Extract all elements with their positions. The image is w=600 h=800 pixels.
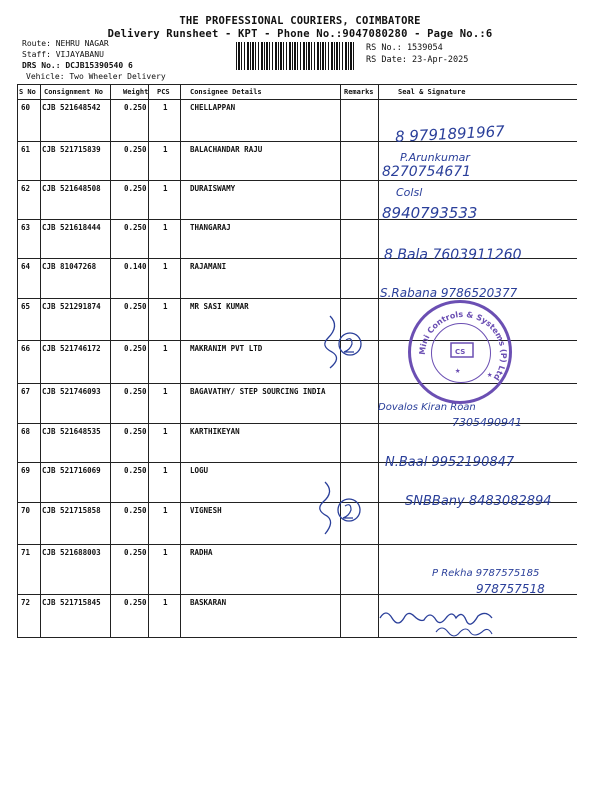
row-consignee: BALACHANDAR RAJU [190, 145, 263, 154]
row-consignee: MR SASI KUMAR [190, 302, 249, 311]
row-weight: 0.250 [124, 223, 147, 232]
row-consignee: KARTHIKEYAN [190, 427, 240, 436]
grid-column-line [17, 84, 18, 637]
row-weight: 0.250 [124, 598, 147, 607]
grid-column-line [378, 84, 379, 637]
row-consignee: BASKARAN [190, 598, 227, 607]
row-separator [17, 141, 577, 142]
row-consignee: LOGU [190, 466, 209, 475]
signature-72b [376, 604, 556, 641]
row-sno: 68 [21, 427, 31, 436]
row-sno: 61 [21, 145, 31, 154]
row-consignee: VIGNESH [190, 506, 222, 515]
signature-60: 8 9791891967 [394, 122, 506, 146]
col-sno-header: S No [19, 88, 36, 96]
table-header-line [17, 99, 577, 100]
runsheet-title: THE PROFESSIONAL COURIERS, COIMBATORE [179, 15, 421, 27]
barcode [236, 42, 354, 70]
row-consignee: DURAISWAMY [190, 184, 236, 193]
row-separator [17, 544, 577, 545]
row-sno: 72 [21, 598, 31, 607]
signature-70: SNBBany 8483082894 [405, 494, 552, 509]
row-pcs: 1 [163, 598, 168, 607]
row-pcs: 1 [163, 262, 168, 271]
row-sno: 62 [21, 184, 31, 193]
grid-column-line [148, 84, 149, 637]
signature-61b: 8270754671 [382, 164, 472, 180]
row-weight: 0.140 [124, 262, 147, 271]
row-weight: 0.250 [124, 387, 147, 396]
row-weight: 0.250 [124, 103, 147, 112]
rs-date: RS Date: 23-Apr-2025 [366, 55, 469, 65]
remark-mark-70 [315, 478, 375, 538]
row-consignment-no: CJB 521648535 [42, 427, 101, 436]
row-sno: 67 [21, 387, 31, 396]
row-separator [17, 180, 577, 181]
row-consignment-no: CJB 521618444 [42, 223, 101, 232]
row-consignment-no: CJB 521688003 [42, 548, 101, 557]
col-pcs-header: PCS [157, 88, 170, 96]
company-seal-stamp [408, 300, 512, 404]
route-label: Route: NEHRU NAGAR [22, 39, 109, 48]
rs-number: RS No.: 1539054 [366, 43, 443, 53]
table-top-line [17, 84, 577, 85]
signature-72a: P Rekha 9787575185 [432, 568, 540, 579]
row-pcs: 1 [163, 145, 168, 154]
row-pcs: 1 [163, 506, 168, 515]
row-consignment-no: CJB 521715839 [42, 145, 101, 154]
vehicle-label: Vehicle: Two Wheeler Delivery [26, 72, 166, 81]
seal-arc-text: Mini Controls & Systems (P) Ltd [417, 309, 509, 383]
row-consignment-no: CJB 521648542 [42, 103, 101, 112]
row-consignee: RAJAMANI [190, 262, 227, 271]
row-sno: 70 [21, 506, 31, 515]
svg-text:★: ★ [487, 370, 493, 380]
row-weight: 0.250 [124, 427, 147, 436]
row-consignment-no: CJB 81047268 [42, 262, 97, 271]
row-pcs: 1 [163, 223, 168, 232]
row-pcs: 1 [163, 184, 168, 193]
remark-mark-66 [312, 312, 372, 372]
row-weight: 0.250 [124, 184, 147, 193]
drs-label: DRS No.: DCJB15390540 6 [22, 61, 133, 70]
signature-63: 8 Bala 7603911260 [384, 247, 522, 263]
signature-68: N.Baal 9952190847 [385, 455, 515, 470]
staff-label: Staff: VIJAYABANU [22, 50, 104, 59]
svg-text:CS: CS [455, 348, 466, 356]
grid-column-line [110, 84, 111, 637]
grid-column-line [180, 84, 181, 637]
row-sno: 69 [21, 466, 31, 475]
col-weight-header: Weight [123, 88, 149, 96]
col-seal-header: Seal & Signature [398, 88, 466, 96]
signature-67b: 7305490941 [452, 416, 522, 429]
tamil-signature-drawing [376, 604, 556, 638]
row-sno: 63 [21, 223, 31, 232]
row-consignment-no: CJB 521715858 [42, 506, 101, 515]
row-consignee: CHELLAPPAN [190, 103, 236, 112]
row-weight: 0.250 [124, 145, 147, 154]
row-sno: 65 [21, 302, 31, 311]
row-sno: 60 [21, 103, 31, 112]
row-pcs: 1 [163, 344, 168, 353]
row-pcs: 1 [163, 548, 168, 557]
runsheet-subtitle: Delivery Runsheet - KPT - Phone No.:9047080280 - Page No.:6 [107, 28, 493, 40]
signature-72-number: 978757518 [476, 582, 545, 596]
row-sno: 66 [21, 344, 31, 353]
seal-text [411, 303, 515, 407]
row-pcs: 1 [163, 387, 168, 396]
row-consignment-no: CJB 521291874 [42, 302, 101, 311]
row-consignment-no: CJB 521746172 [42, 344, 101, 353]
signature-61a: P.Arunkumar [400, 151, 470, 164]
signature-67a: Dovalos Kiran Roan [378, 402, 476, 413]
row-consignment-no: CJB 521716069 [42, 466, 101, 475]
row-weight: 0.250 [124, 506, 147, 515]
svg-text:★: ★ [455, 366, 461, 376]
row-sno: 64 [21, 262, 31, 271]
row-weight: 0.250 [124, 302, 147, 311]
row-consignment-no: CJB 521648508 [42, 184, 101, 193]
col-consignee-header: Consignee Details [190, 88, 262, 96]
row-pcs: 1 [163, 427, 168, 436]
col-remarks-header: Remarks [344, 88, 374, 96]
row-consignee: MAKRANIM PVT LTD [190, 344, 263, 353]
signature-62a: Colsl [396, 186, 423, 199]
row-consignment-no: CJB 521715845 [42, 598, 101, 607]
col-consignment-header: Consignment No [44, 88, 104, 96]
row-pcs: 1 [163, 103, 168, 112]
row-weight: 0.250 [124, 344, 147, 353]
row-consignee: BAGAVATHY/ STEP SOURCING INDIA [190, 387, 326, 396]
row-consignment-no: CJB 521746093 [42, 387, 101, 396]
row-consignee: THANGARAJ [190, 223, 231, 232]
signature-62b: 8940793533 [382, 204, 478, 222]
row-pcs: 1 [163, 466, 168, 475]
row-separator [17, 219, 577, 220]
row-pcs: 1 [163, 302, 168, 311]
row-sno: 71 [21, 548, 31, 557]
row-weight: 0.250 [124, 466, 147, 475]
signature-72-number-row [476, 582, 545, 596]
svg-text:Mini Controls & Systems (P) Lt [418, 310, 508, 382]
row-weight: 0.250 [124, 548, 147, 557]
row-consignee: RADHA [190, 548, 213, 557]
signature-64: S.Rabana 9786520377 [380, 286, 518, 300]
grid-column-line [40, 84, 41, 637]
